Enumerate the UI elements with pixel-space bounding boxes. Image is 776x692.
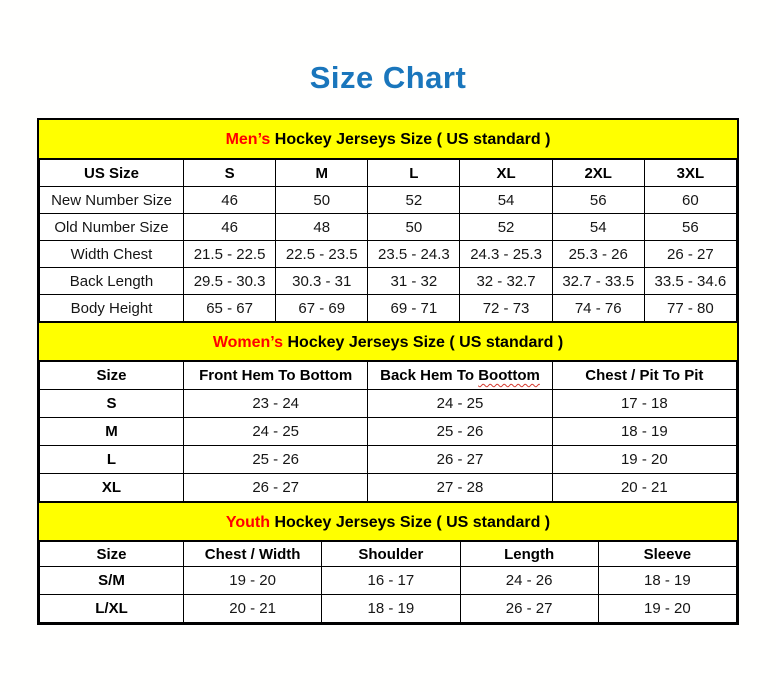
- row-label: Width Chest: [40, 241, 184, 268]
- cell-value: 21.5 - 22.5: [184, 241, 276, 268]
- youth-header-row: [40, 542, 737, 567]
- womens-banner-text: Hockey Jerseys Size ( US standard ): [283, 334, 564, 351]
- table-row: [40, 187, 737, 214]
- womens-banner-highlight: Women’s: [212, 334, 284, 351]
- column-header: S: [184, 160, 276, 187]
- cell-value: 18 - 19: [322, 595, 460, 623]
- column-header-text: Back Hem To: [380, 367, 479, 384]
- cell-value: 20 - 21: [184, 595, 322, 623]
- mens-size-table: [39, 159, 737, 322]
- cell-value: 16 - 17: [322, 567, 460, 595]
- column-header: Size: [40, 362, 184, 390]
- row-label: Body Height: [40, 295, 184, 322]
- cell-value: 26 - 27: [644, 241, 736, 268]
- cell-value: 32 - 32.7: [460, 268, 552, 295]
- cell-value: 33.5 - 34.6: [644, 268, 736, 295]
- cell-value: 54: [460, 187, 552, 214]
- cell-value: 46: [184, 214, 276, 241]
- row-label: XL: [40, 474, 184, 502]
- cell-value: 25 - 26: [368, 418, 552, 446]
- cell-value: 69 - 71: [368, 295, 460, 322]
- column-header: L: [368, 160, 460, 187]
- cell-value: 48: [276, 214, 368, 241]
- cell-value: 23.5 - 24.3: [368, 241, 460, 268]
- cell-value: 46: [184, 187, 276, 214]
- cell-value: 20 - 21: [552, 474, 736, 502]
- column-header: Size: [40, 542, 184, 567]
- mens-section-banner: [39, 120, 737, 159]
- table-row: [40, 241, 737, 268]
- column-header: Length: [460, 542, 598, 567]
- cell-value: 24.3 - 25.3: [460, 241, 552, 268]
- cell-value: 25 - 26: [184, 446, 368, 474]
- column-header: M: [276, 160, 368, 187]
- cell-value: 52: [460, 214, 552, 241]
- row-label: Old Number Size: [40, 214, 184, 241]
- cell-value: 60: [644, 187, 736, 214]
- column-header: Front Hem To Bottom: [184, 362, 368, 390]
- table-row: [40, 295, 737, 322]
- cell-value: 30.3 - 31: [276, 268, 368, 295]
- youth-banner-highlight: Youth: [225, 514, 270, 531]
- row-label: S/M: [40, 567, 184, 595]
- womens-section-banner: [39, 322, 737, 361]
- column-header: Chest / Pit To Pit: [552, 362, 736, 390]
- column-header: 3XL: [644, 160, 736, 187]
- cell-value: 27 - 28: [368, 474, 552, 502]
- column-header: Chest / Width: [184, 542, 322, 567]
- table-row: [40, 214, 737, 241]
- row-label: M: [40, 418, 184, 446]
- cell-value: 23 - 24: [184, 390, 368, 418]
- cell-value: 25.3 - 26: [552, 241, 644, 268]
- row-label: L: [40, 446, 184, 474]
- table-row: [40, 474, 737, 502]
- table-row: [40, 595, 737, 623]
- table-row: [40, 390, 737, 418]
- cell-value: 17 - 18: [552, 390, 736, 418]
- row-label: Back Length: [40, 268, 184, 295]
- cell-value: 19 - 20: [184, 567, 322, 595]
- cell-value: 19 - 20: [598, 595, 736, 623]
- cell-value: 22.5 - 23.5: [276, 241, 368, 268]
- cell-value: 26 - 27: [184, 474, 368, 502]
- misspelled-word: Boottom: [478, 367, 540, 384]
- womens-size-table: [39, 361, 737, 502]
- cell-value: 18 - 19: [598, 567, 736, 595]
- row-label: New Number Size: [40, 187, 184, 214]
- column-header: Sleeve: [598, 542, 736, 567]
- column-header: XL: [460, 160, 552, 187]
- column-header: 2XL: [552, 160, 644, 187]
- youth-section-banner: [39, 502, 737, 541]
- cell-value: 72 - 73: [460, 295, 552, 322]
- cell-value: 24 - 25: [368, 390, 552, 418]
- mens-banner-text: Hockey Jerseys Size ( US standard ): [270, 131, 551, 148]
- cell-value: 56: [644, 214, 736, 241]
- youth-size-table: [39, 541, 737, 623]
- cell-value: 52: [368, 187, 460, 214]
- cell-value: 67 - 69: [276, 295, 368, 322]
- cell-value: 24 - 25: [184, 418, 368, 446]
- cell-value: 77 - 80: [644, 295, 736, 322]
- cell-value: 74 - 76: [552, 295, 644, 322]
- column-header: [368, 362, 552, 390]
- column-header: US Size: [40, 160, 184, 187]
- cell-value: 50: [276, 187, 368, 214]
- mens-banner-highlight: Men’s: [225, 131, 271, 148]
- cell-value: 26 - 27: [368, 446, 552, 474]
- table-row: [40, 446, 737, 474]
- cell-value: 50: [368, 214, 460, 241]
- table-row: [40, 268, 737, 295]
- table-row: [40, 567, 737, 595]
- page-title: Size Chart: [309, 60, 467, 95]
- cell-value: 19 - 20: [552, 446, 736, 474]
- row-label: L/XL: [40, 595, 184, 623]
- cell-value: 31 - 32: [368, 268, 460, 295]
- cell-value: 26 - 27: [460, 595, 598, 623]
- size-chart: [37, 118, 739, 625]
- mens-header-row: [40, 160, 737, 187]
- table-row: [40, 418, 737, 446]
- row-label: S: [40, 390, 184, 418]
- cell-value: 29.5 - 30.3: [184, 268, 276, 295]
- column-header: Shoulder: [322, 542, 460, 567]
- womens-header-row: [40, 362, 737, 390]
- cell-value: 65 - 67: [184, 295, 276, 322]
- cell-value: 54: [552, 214, 644, 241]
- cell-value: 24 - 26: [460, 567, 598, 595]
- cell-value: 18 - 19: [552, 418, 736, 446]
- cell-value: 56: [552, 187, 644, 214]
- cell-value: 32.7 - 33.5: [552, 268, 644, 295]
- youth-banner-text: Hockey Jerseys Size ( US standard ): [270, 514, 551, 531]
